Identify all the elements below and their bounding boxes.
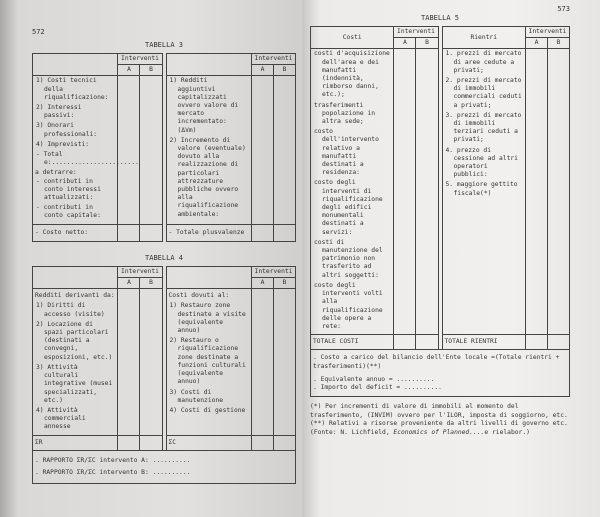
list-item: a detrarre: bbox=[35, 169, 77, 177]
right-page bbox=[302, 0, 600, 517]
col-b: B bbox=[547, 38, 569, 49]
list-item: 4) Imprevisti: bbox=[36, 140, 90, 148]
col-b: B bbox=[273, 65, 295, 76]
source bbox=[310, 429, 570, 438]
section-head: Redditi derivanti da: bbox=[35, 292, 115, 300]
footnote: (*) Per incrementi di valore di immobili al momento del trasferimento, (INVIM) ovvero per l'ILOR, imposta di soggiorno, etc. bbox=[310, 403, 568, 419]
totale-costi: TOTALE COSTI bbox=[311, 335, 394, 350]
table-5 bbox=[310, 26, 570, 397]
col-a: A bbox=[118, 65, 140, 76]
list-item: 3. prezzi di mercato di immobili terziari ceduti a privati; bbox=[445, 111, 522, 144]
footnote: (**) Relativi a risorse proveniente da altri livelli di governo etc. bbox=[310, 420, 568, 428]
table-4-title: TABELLA 4 bbox=[145, 253, 183, 262]
header-interventi: Interventi bbox=[251, 266, 295, 277]
list-item: 2) Locazione di spazi particolari (destinati a convegni, esposizioni, etc.) bbox=[36, 320, 113, 361]
col-a: A bbox=[118, 278, 140, 289]
page-number: 572 bbox=[32, 28, 45, 36]
list-item: 2) Incremento di valore (eventuale) dovuto alla realizzazione di particolari attrezzature pubbliche ovvero alla riqualificazione ambientale: bbox=[169, 136, 246, 218]
sum-c: ΣC bbox=[166, 435, 251, 450]
col-b: B bbox=[416, 38, 438, 49]
col-a: A bbox=[525, 38, 547, 49]
source-suffix: e rielabor.) bbox=[484, 428, 530, 436]
list-item: 3) Costi di manutenzione bbox=[169, 388, 223, 404]
col-b: B bbox=[273, 278, 295, 289]
header-interventi: Interventi bbox=[118, 266, 162, 277]
cost-items bbox=[33, 76, 139, 224]
cost-items bbox=[166, 289, 251, 435]
list-item: costo degli interventi di riqualificazione degli edifici monumentali destinati a servizi: bbox=[314, 179, 383, 236]
list-item: 4. prezzo di cessione ad altri operatori pubblici: bbox=[445, 146, 518, 179]
header-interventi: Interventi bbox=[525, 27, 569, 38]
list-item: costi di manutenzione del patrimonio non trasferito ad altri soggetti: bbox=[314, 238, 383, 279]
totale-plusvalenze: - Totale plusvalenze bbox=[166, 224, 251, 241]
col-b: B bbox=[140, 278, 162, 289]
ratio-b: . RAPPORTO ΣR/ΣC intervento B: .......... bbox=[35, 468, 191, 476]
section-head: Costi dovuti al: bbox=[168, 292, 230, 300]
table-3 bbox=[32, 53, 296, 242]
list-item: 1) Restauro zone destinate a visite (equivalente annuo) bbox=[169, 302, 246, 335]
importo-deficit: . Importo del deficit = .......... bbox=[313, 383, 442, 391]
footnotes bbox=[310, 403, 570, 437]
col-a: A bbox=[251, 65, 273, 76]
header-rientri: Rientri bbox=[442, 27, 525, 49]
header-interventi: Interventi bbox=[118, 54, 162, 65]
list-item: costi d'acquisizione dell'area e dei manufatti (indennità, rimborso danni, etc.); bbox=[314, 50, 390, 99]
col-b: B bbox=[140, 65, 162, 76]
list-item: 1) Costi tecnici della riqualificazione: bbox=[36, 77, 109, 101]
header-costi: Costi bbox=[311, 27, 394, 49]
source-prefix: (Fonte: N. Lichfield, bbox=[310, 428, 394, 436]
rientri-items bbox=[442, 49, 525, 335]
costo-netto: - Costo netto: bbox=[33, 224, 118, 241]
totale-rientri: TOTALE RIENTRI bbox=[442, 335, 525, 350]
col-a: A bbox=[251, 278, 273, 289]
list-item: - contributi in conto interessi attualizzati: bbox=[36, 177, 101, 202]
costi-items bbox=[311, 49, 394, 335]
costo-carico: . Costo a carico del bilancio dell'Ente locale =(Totale rientri + trasferimenti)(**) bbox=[313, 354, 560, 370]
list-item: costo dell'intervento relativo a manufatti destinati a residenza: bbox=[314, 128, 379, 177]
list-item: trasferimenti popolazione in altra sede; bbox=[314, 101, 376, 126]
list-item: 1) Diritti di accesso (visite) bbox=[36, 302, 105, 318]
equivalente-annuo: . Equivalente annuo = .......... bbox=[313, 375, 435, 383]
list-item: 5. maggiore gettito fiscale(*) bbox=[445, 181, 518, 197]
list-item: - Totale:....................... bbox=[36, 151, 139, 167]
list-item: - contributi in conto capitale: bbox=[36, 204, 101, 220]
table-4 bbox=[32, 266, 296, 484]
list-item: 2) Interessi passivi: bbox=[36, 104, 82, 120]
list-item: 2. prezzi di mercato di immobili commerciali ceduti a privati; bbox=[445, 77, 522, 109]
col-a: A bbox=[394, 38, 416, 49]
revenue-items bbox=[33, 289, 118, 435]
list-item: costo degli interventi volti alla riqualificazione delle opere a rete: bbox=[314, 281, 383, 330]
header-interventi: Interventi bbox=[394, 27, 438, 38]
list-item: 4) Attività commerciali annesse bbox=[36, 406, 86, 431]
list-item: 4) Costi di gestione bbox=[169, 406, 246, 414]
list-item: 3) Onorari professionali: bbox=[36, 122, 98, 138]
sum-r: ΣR bbox=[33, 435, 118, 450]
list-item: 2) Restauro o riqualificazione zone destinate a funzioni culturali (equivalente annuo) bbox=[169, 337, 246, 386]
header-interventi: Interventi bbox=[251, 54, 295, 65]
list-item: 3) Attività culturali integrative (musei specializzati, etc.) bbox=[36, 363, 113, 404]
revenue-items bbox=[166, 76, 251, 224]
page-number: 573 bbox=[557, 5, 570, 13]
source-title: Economics of Planned.... bbox=[393, 428, 485, 436]
table-3-title: TABELLA 3 bbox=[145, 41, 183, 49]
table-5-title: TABELLA 5 bbox=[421, 14, 459, 22]
list-item: 1. prezzi di mercato di aree cedute a privati; bbox=[445, 50, 522, 74]
list-item: 1) Redditi aggiuntivi capitalizzati ovvero valore di mercato incrementato: (ΔVm) bbox=[169, 77, 239, 134]
ratio-a: . RAPPORTO ΣR/ΣC intervento A: .......... bbox=[35, 456, 191, 464]
